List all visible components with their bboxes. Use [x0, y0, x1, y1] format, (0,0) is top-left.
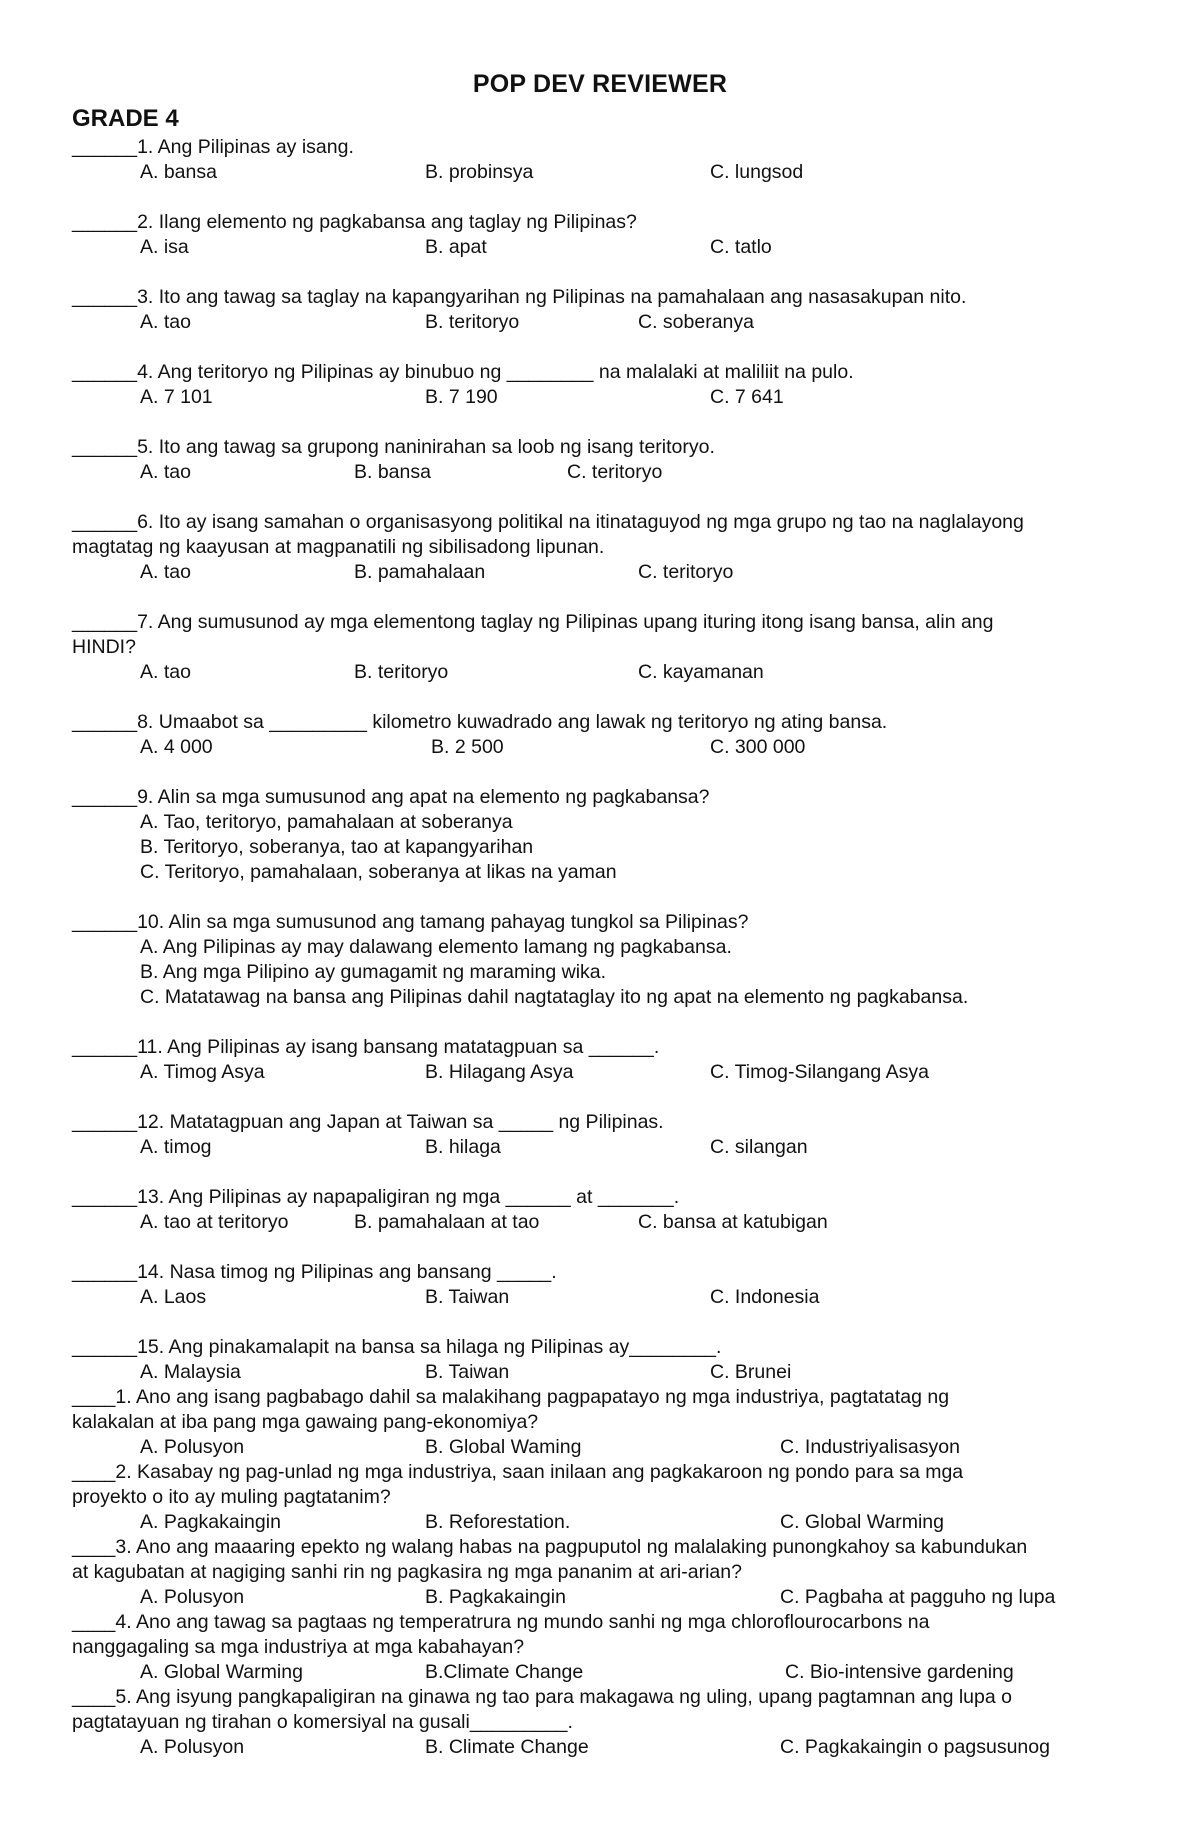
part-2-question-2-option-c: C. Global Warming — [780, 1511, 944, 1533]
question-14-stem: ______14. Nasa timog ng Pilipinas ang bansang _____. — [72, 1261, 557, 1283]
question-5-option-c: C. teritoryo — [567, 461, 663, 483]
question-5-stem: ______5. Ito ang tawag sa grupong naninirahan sa loob ng isang teritoryo. — [72, 436, 715, 458]
part-2-question-4-stem-continued: nanggagaling sa mga industriya at mga kabahayan? — [72, 1636, 525, 1658]
question-4-option-b: B. 7 190 — [425, 386, 498, 408]
question-1-option-a: A. bansa — [140, 161, 217, 183]
question-2-option-a: A. isa — [140, 236, 189, 258]
part-2-question-2-option-b: B. Reforestation. — [425, 1511, 571, 1533]
question-4-option-c: C. 7 641 — [710, 386, 784, 408]
question-7-stem: ______7. Ang sumusunod ay mga elementong taglay ng Pilipinas upang ituring itong isang bansa, alin ang — [72, 611, 994, 633]
question-12-option-b: B. hilaga — [425, 1136, 501, 1158]
question-9-option-b: B. Teritoryo, soberanya, tao at kapangyarihan — [140, 836, 534, 858]
question-1-option-b: B. probinsya — [425, 161, 534, 183]
question-3-option-b: B. teritoryo — [425, 311, 520, 333]
part-2-question-5-option-a: A. Polusyon — [140, 1736, 245, 1758]
question-1-stem: ______1. Ang Pilipinas ay isang. — [72, 136, 354, 158]
part-2-question-5-option-c: C. Pagkakaingin o pagsusunog — [780, 1736, 1050, 1758]
part-2-question-3-option-c: C. Pagbaha at pagguho ng lupa — [780, 1586, 1056, 1608]
part-2-question-1-option-b: B. Global Waming — [425, 1436, 582, 1458]
question-3-option-c: C. soberanya — [638, 311, 754, 333]
question-13-option-c: C. bansa at katubigan — [638, 1211, 828, 1233]
question-15-option-c: C. Brunei — [710, 1361, 792, 1383]
part-2-question-3-option-b: B. Pagkakaingin — [425, 1586, 566, 1608]
question-6-option-a: A. tao — [140, 561, 191, 583]
question-15-stem: ______15. Ang pinakamalapit na bansa sa hilaga ng Pilipinas ay________. — [72, 1336, 722, 1358]
part-2-question-4-option-a: A. Global Warming — [140, 1661, 303, 1683]
question-11-option-c: C. Timog-Silangang Asya — [710, 1061, 929, 1083]
question-8-option-a: A. 4 000 — [140, 736, 213, 758]
question-12-option-c: C. silangan — [710, 1136, 808, 1158]
part-2-question-4-option-c: C. Bio-intensive gardening — [785, 1661, 1014, 1683]
question-11-stem: ______11. Ang Pilipinas ay isang bansang matatagpuan sa ______. — [72, 1036, 660, 1058]
part-2-question-2-stem-continued: proyekto o ito ay muling pagtatanim? — [72, 1486, 391, 1508]
part-2-question-1-stem: ____1. Ano ang isang pagbabago dahil sa malakihang pagpapatayo ng mga industriya, pagtatatag ng — [72, 1386, 950, 1408]
part-2-question-3-stem: ____3. Ano ang maaaring epekto ng walang habas na pagpuputol ng malalaking punongkahoy sa kabundukan — [72, 1536, 1028, 1558]
part-2-question-4-option-b: B.Climate Change — [425, 1661, 584, 1683]
question-9-option-c: C. Teritoryo, pamahalaan, soberanya at likas na yaman — [140, 861, 617, 883]
question-11-option-b: B. Hilagang Asya — [425, 1061, 574, 1083]
document-title: POP DEV REVIEWER — [472, 70, 728, 98]
question-3-option-a: A. tao — [140, 311, 191, 333]
question-10-stem: ______10. Alin sa mga sumusunod ang tamang pahayag tungkol sa Pilipinas? — [72, 911, 749, 933]
part-2-question-3-stem-continued: at kagubatan at nagiging sanhi rin ng pagkasira ng mga pananim at ari-arian? — [72, 1561, 742, 1583]
question-10-option-a: A. Ang Pilipinas ay may dalawang elemento lamang ng pagkabansa. — [140, 936, 732, 958]
part-2-question-2-stem: ____2. Kasabay ng pag-unlad ng mga industriya, saan inilaan ang pagkakaroon ng pondo para sa mga — [72, 1461, 964, 1483]
part-2-question-2-option-a: A. Pagkakaingin — [140, 1511, 281, 1533]
question-4-option-a: A. 7 101 — [140, 386, 213, 408]
question-5-option-b: B. bansa — [354, 461, 431, 483]
question-2-option-c: C. tatlo — [710, 236, 772, 258]
question-10-option-c: C. Matatawag na bansa ang Pilipinas dahil nagtataglay ito ng apat na elemento ng pagkabansa. — [140, 986, 969, 1008]
question-1-option-c: C. lungsod — [710, 161, 804, 183]
question-8-option-b: B. 2 500 — [431, 736, 504, 758]
question-14-option-b: B. Taiwan — [425, 1286, 510, 1308]
question-6-option-c: C. teritoryo — [638, 561, 734, 583]
question-6-stem: ______6. Ito ay isang samahan o organisasyong politikal na itinataguyod ng mga grupo ng tao na naglalayong — [72, 511, 1024, 533]
question-10-option-b: B. Ang mga Pilipino ay gumagamit ng maraming wika. — [140, 961, 607, 983]
part-2-question-3-option-a: A. Polusyon — [140, 1586, 245, 1608]
part-2-question-1-option-c: C. Industriyalisasyon — [780, 1436, 960, 1458]
question-13-option-a: A. tao at teritoryo — [140, 1211, 289, 1233]
part-2-question-5-option-b: B. Climate Change — [425, 1736, 589, 1758]
question-7-option-a: A. tao — [140, 661, 191, 683]
question-13-option-b: B. pamahalaan at tao — [354, 1211, 540, 1233]
question-9-option-a: A. Tao, teritoryo, pamahalaan at soberanya — [140, 811, 513, 833]
part-2-question-1-option-a: A. Polusyon — [140, 1436, 245, 1458]
part-2-question-1-stem-continued: kalakalan at iba pang mga gawaing pang-ekonomiya? — [72, 1411, 539, 1433]
question-11-option-a: A. Timog Asya — [140, 1061, 265, 1083]
part-2-question-5-stem: ____5. Ang isyung pangkapaligiran na ginawa ng tao para makagawa ng uling, upang pagtamnan ang lupa o — [72, 1686, 1012, 1708]
question-6-stem-continued: magtatag ng kaayusan at magpanatili ng sibilisadong lipunan. — [72, 536, 605, 558]
question-7-option-b: B. teritoryo — [354, 661, 449, 683]
question-15-option-a: A. Malaysia — [140, 1361, 241, 1383]
question-9-stem: ______9. Alin sa mga sumusunod ang apat na elemento ng pagkabansa? — [72, 786, 710, 808]
question-4-stem: ______4. Ang teritoryo ng Pilipinas ay binubuo ng ________ na malalaki at maliliit na pulo. — [72, 361, 854, 383]
question-8-stem: ______8. Umaabot sa _________ kilometro kuwadrado ang lawak ng teritoryo ng ating bansa. — [72, 711, 888, 733]
question-3-stem: ______3. Ito ang tawag sa taglay na kapangyarihan ng Pilipinas na pamahalaan ang nasasakupan nito. — [72, 286, 967, 308]
question-7-stem-continued: HINDI? — [72, 636, 136, 658]
part-2-question-5-stem-continued: pagtatayuan ng tirahan o komersiyal na gusali_________. — [72, 1711, 573, 1733]
question-13-stem: ______13. Ang Pilipinas ay napapaligiran ng mga ______ at _______. — [72, 1186, 680, 1208]
question-12-option-a: A. timog — [140, 1136, 212, 1158]
question-8-option-c: C. 300 000 — [710, 736, 806, 758]
question-6-option-b: B. pamahalaan — [354, 561, 486, 583]
question-2-stem: ______2. Ilang elemento ng pagkabansa ang taglay ng Pilipinas? — [72, 211, 637, 233]
part-2-question-4-stem: ____4. Ano ang tawag sa pagtaas ng temperatrura ng mundo sanhi ng mga chloroflourocarbons na — [72, 1611, 930, 1633]
question-2-option-b: B. apat — [425, 236, 487, 258]
question-15-option-b: B. Taiwan — [425, 1361, 510, 1383]
question-12-stem: ______12. Matatagpuan ang Japan at Taiwan sa _____ ng Pilipinas. — [72, 1111, 664, 1133]
question-14-option-a: A. Laos — [140, 1286, 207, 1308]
question-7-option-c: C. kayamanan — [638, 661, 764, 683]
question-5-option-a: A. tao — [140, 461, 191, 483]
question-14-option-c: C. Indonesia — [710, 1286, 820, 1308]
grade-label: GRADE 4 — [72, 105, 179, 132]
